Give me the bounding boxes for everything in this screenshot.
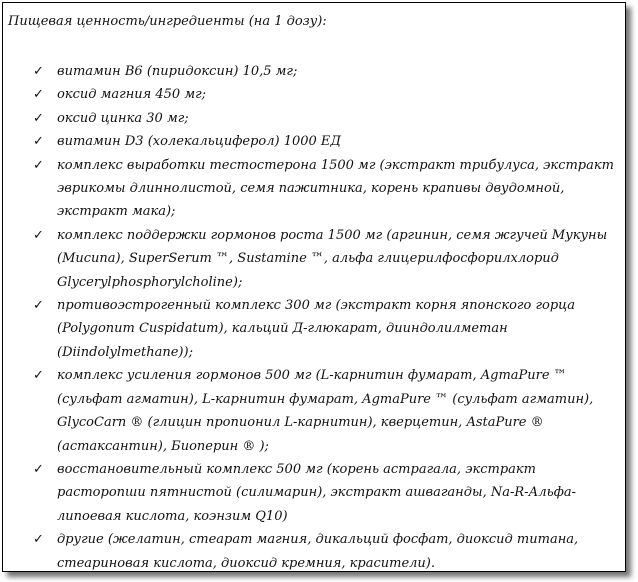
- list-item-text: витамин B6 (пиридоксин) 10,5 мг;: [57, 64, 298, 79]
- list-item-zinc-oxide: [3, 107, 626, 130]
- list-item-other: [3, 528, 626, 572]
- list-item-text: комплекс усиления гормонов 500 мг (L-карнитин фумарат, AgmaPure ™ (сульфат агматин), L-карнитин фумарат, AgmaPure ™ (сульфат агматин), GlycoCarn ® (глицин пропионил L-карнитин), кверцетин, AstaPure ® (астаксантин), Биоперин ® );: [57, 368, 594, 454]
- checkmark-icon: ✓: [33, 87, 44, 103]
- list-item-recovery-complex: [3, 458, 626, 528]
- ingredients-heading: Пищевая ценность/ингредиенты (на 1 дозу):: [8, 14, 327, 29]
- checkmark-icon: ✓: [33, 134, 44, 150]
- list-item-antiestrogen-complex: [3, 294, 626, 364]
- list-item-magnesium-oxide: [3, 83, 626, 106]
- checkmark-icon: ✓: [33, 157, 44, 173]
- list-item-text: витамин D3 (холекальциферол) 1000 ЕД: [57, 134, 341, 150]
- list-item-text: другие (желатин, стеарат магния, дикальций фосфат, диоксид титана, стеариновая кислота, диоксид кремния, красители).: [57, 532, 579, 571]
- checkmark-icon: ✓: [33, 227, 44, 243]
- checkmark-icon: ✓: [33, 532, 44, 548]
- checkmark-icon: ✓: [33, 461, 44, 477]
- list-item-hormone-boost-complex: [3, 364, 626, 458]
- list-item-text: противоэстрогенный комплекс 300 мг (экстракт корня японского горца (Polygonum Cuspidatum), кальций Д-глюкарат, дииндолилметан (Diindolylmethane));: [57, 298, 575, 360]
- document-frame: [2, 2, 626, 572]
- list-item-growth-hormone-complex: [3, 224, 626, 294]
- ingredients-list: [3, 60, 626, 572]
- checkmark-icon: ✓: [33, 64, 44, 79]
- checkmark-icon: ✓: [33, 298, 44, 314]
- list-item-text: комплекс выработки тестостерона 1500 мг (экстракт трибулуса, экстракт эврикомы длиннолистой, семя пажитника, корень крапивы двудомной, экстракт мака);: [57, 157, 614, 220]
- list-item-text: восстановительный комплекс 500 мг (корень астрагала, экстракт расторопши пятнистой (силимарин), экстракт ашваганды, Na-R-Альфа-липоевая кислота, коэнзим Q10): [57, 461, 577, 524]
- list-item-vitamin-d3: [3, 130, 626, 153]
- checkmark-icon: ✓: [33, 368, 44, 384]
- list-item-text: оксид магния 450 мг;: [57, 87, 207, 103]
- list-item-text: оксид цинка 30 мг;: [57, 110, 189, 126]
- list-item-text: комплекс поддержки гормонов роста 1500 мг (аргинин, семя жгучей Мукуны (Mucuna), SuperSerum ™, Sustamine ™, альфа глицерилфосфорилхлорид Glycerylphosphorylcholine);: [57, 227, 608, 290]
- checkmark-icon: ✓: [33, 110, 44, 126]
- list-item-testosterone-complex: [3, 154, 626, 224]
- list-item-vitamin-b6: [3, 60, 626, 83]
